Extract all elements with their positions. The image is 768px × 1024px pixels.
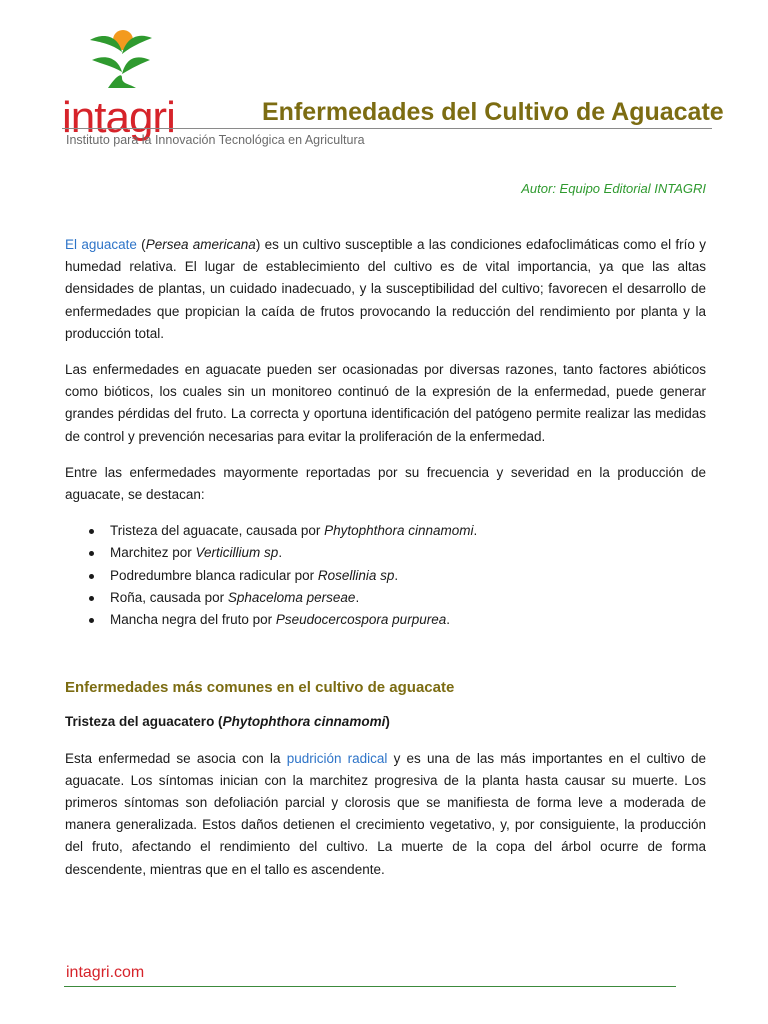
bullet-icon xyxy=(89,574,94,579)
section-title: Enfermedades más comunes en el cultivo de aguacate xyxy=(65,679,455,697)
subpara-text-rest: y es una de las más importantes en el cultivo de aguacate. Los síntomas inician con la marchitez progresiva de la planta hasta causar su muerte. Los primeros síntomas son defoliación parcial y clorosis que se manifiesta de forma leve a moderada de manera generalizada. Estos daños detienen el crecimiento vegetativo, y, por consiguiente, la producción del fruto, afectando el rendimiento del cultivo. La muerte de la copa del árbol ocurre de forma descendente, mientras que en el tallo es ascendente. xyxy=(65,750,707,877)
aguacate-link[interactable]: El aguacate xyxy=(65,237,137,252)
scientific-name: Phytophthora cinnamomi xyxy=(222,714,386,730)
scientific-name: Verticillium sp xyxy=(195,545,279,561)
disease-list xyxy=(65,520,706,631)
institute-subtitle: Instituto para la Innovación Tecnológica en Agricultura xyxy=(66,133,365,147)
list-item-text: Tristeza del aguacate, causada por xyxy=(110,523,325,539)
list-item-end: . xyxy=(278,545,283,561)
scientific-name: Sphaceloma perseae xyxy=(227,589,356,605)
list-item xyxy=(65,565,706,587)
footer-link[interactable]: intagri.com xyxy=(66,964,145,981)
subpara-text: Esta enfermedad se asocia con la xyxy=(65,750,287,766)
author-line: Autor: Equipo Editorial INTAGRI xyxy=(521,181,706,196)
footer-rule xyxy=(64,986,676,987)
list-item-end: . xyxy=(394,567,399,583)
list-item-text: Roña, causada por xyxy=(110,589,228,605)
scientific-name: Pseudocercospora purpurea xyxy=(275,612,447,628)
intro-paren: ( xyxy=(136,237,146,252)
paragraph-causes: Las enfermedades en aguacate pueden ser ocasionadas por diversas razones, tanto factores abióticos como bióticos, los cuales sin un monitoreo continuó de la expresión de la enfermedad, puede generar grandes pérdidas del fruto. La correcta y oportuna identificación del patógeno permite realizar las medidas de control y prevención necesarias para evitar la proliferación de la enfermedad. xyxy=(65,362,706,444)
list-item-end: . xyxy=(446,612,450,628)
subsection-heading xyxy=(65,711,706,733)
bullet-icon xyxy=(89,529,94,534)
list-item-text: Marchitez por xyxy=(110,545,196,561)
list-item xyxy=(65,520,706,542)
scientific-name: Rosellinia sp xyxy=(317,567,395,583)
header-rule xyxy=(62,128,712,129)
intagri-logo-icon xyxy=(86,26,156,94)
bullet-icon xyxy=(89,596,94,601)
subsection-paragraph xyxy=(65,748,706,881)
bullet-icon xyxy=(89,551,94,556)
scientific-name: Persea americana xyxy=(145,237,256,252)
list-item-text: Podredumbre blanca radicular por xyxy=(110,567,318,583)
list-item xyxy=(65,542,706,564)
scientific-name: Phytophthora cinnamomi xyxy=(324,523,474,539)
list-item-text: Mancha negra del fruto por xyxy=(110,612,276,628)
intro-paragraph xyxy=(65,234,706,345)
pudricion-radical-link[interactable]: pudrición radical xyxy=(286,750,388,766)
list-item-end: . xyxy=(473,523,478,539)
subhead-text: Tristeza del aguacatero ( xyxy=(65,714,223,730)
list-item xyxy=(65,609,706,631)
logo-wordmark: intagri xyxy=(62,93,175,142)
bullet-icon xyxy=(89,618,94,623)
paragraph-list-intro: Entre las enfermedades mayormente reportadas por su frecuencia y severidad en la producción de aguacate, se destacan: xyxy=(65,464,706,503)
subhead-end: ) xyxy=(385,714,390,730)
document-title: Enfermedades del Cultivo de Aguacate xyxy=(262,98,724,126)
intro-text: ) es un cultivo susceptible a las condiciones edafoclimáticas como el frío y humedad relativa. El lugar de establecimiento del cultivo es de vital importancia, ya que las altas densidades de plantas, un cuidado inadecuado, y la susceptibilidad del cultivo; favorecen el desarrollo de enfermedades que propician la caída de frutos provocando la reducción del rendimiento por planta y la producción total. xyxy=(65,237,707,341)
list-item xyxy=(65,587,706,609)
intagri-logo xyxy=(62,26,186,142)
list-item-end: . xyxy=(355,589,360,605)
document-body xyxy=(65,234,706,895)
